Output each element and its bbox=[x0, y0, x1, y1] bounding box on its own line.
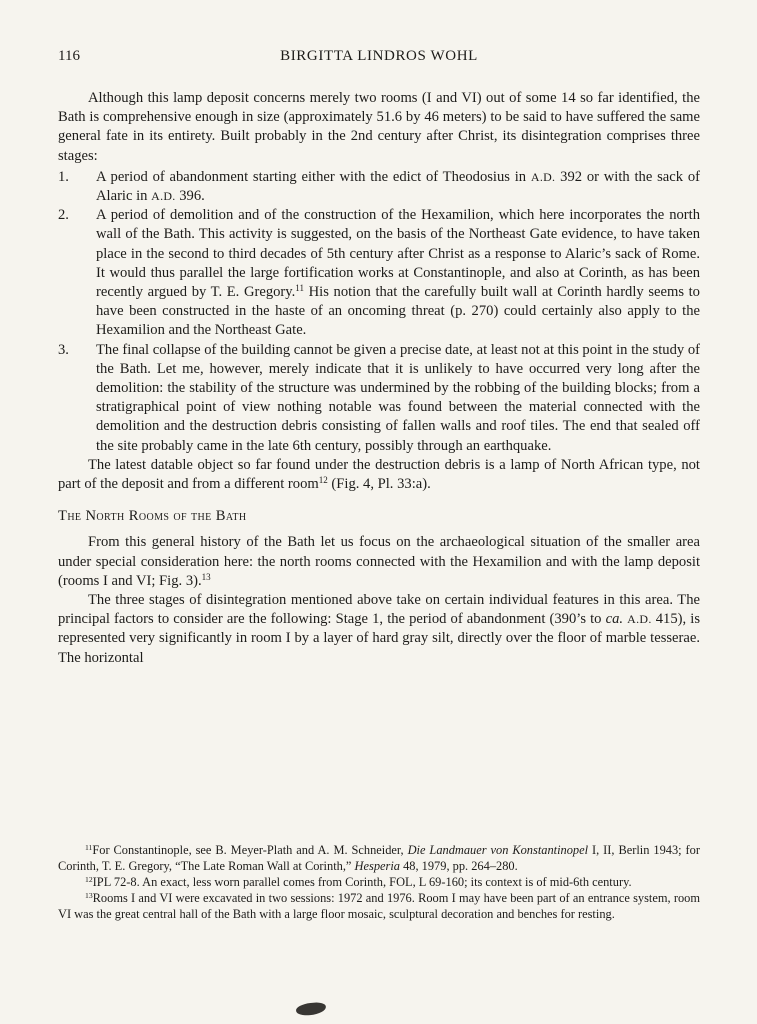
intro-paragraph: Although this lamp deposit concerns merely two rooms (I and VI) out of some 14 so far identified, the Bath is comprehensive enough in size (approximately 51.6 by 46 meters) to be said to have suffered the same general fate in its entirety. Built probably in the 2nd century after Christ, its disintegration comprises three stages: bbox=[58, 90, 700, 164]
footnote-11: $^{11}$For Constantinople, see B. Meyer-Plath and A. M. Schneider, Die Landmauer von Konstantinopel I, II, Berlin 1943; for Corinth, T. E. Gregory, “The Late Roman Wall at Corinth,” Hesperia 48, 1979, pp. 264–280. bbox=[58, 842, 700, 874]
section-heading: The North Rooms of the Bath bbox=[58, 508, 247, 525]
list-item-number: 3. bbox=[58, 341, 69, 358]
article-body bbox=[58, 89, 700, 668]
list-item-text: A period of demolition and of the construction of the Hexamilion, which here incorporates the north wall of the Bath. This activity is suggested, on the basis of the Northeast Gate evidence, to have taken place in the second to third decades of 5th century after Christ as a response to Alaric’s sack of Rome. It would thus parallel the large fortification works at Constantinople, and also at Corinth, as has been recently argued by T. E. Gregory.$^{11}$ His notion that the carefully built wall at Corinth hardly seems to have been constructed in the haste of an oncoming threat (p. 270) could certainly also apply to the Hexamilion and the Northeast Gate. bbox=[96, 207, 700, 339]
paragraph-focus: From this general history of the Bath let us focus on the archaeological situation of the smaller area under special consideration here: the north rooms connected with the Hexamilion and with the lamp deposit (rooms I and VI; Fig. 3).$^{13}$ bbox=[58, 534, 700, 589]
list-item bbox=[58, 341, 700, 456]
list-item bbox=[58, 206, 700, 340]
list-item-number: 1. bbox=[58, 168, 69, 185]
paragraph-stages-detail: The three stages of disintegration mentioned above take on certain individual features in this area. The principal factors to consider are the following: Stage 1, the period of abandonment (390’s to ca. A.D. 415), is represented very significantly in room I by a layer of hard gray silt, directly over the floor of marble tesserae. The horizontal bbox=[58, 592, 700, 666]
list-item-text: The final collapse of the building cannot be given a precise date, at least not at this point in the study of the Bath. Let me, however, merely indicate that it is unlikely to have occurred very long after the demolition: the stability of the structure was undermined by the robbing of the building blocks; from a stratigraphical point of view nothing notable was found between the material connected with the demolition and the destruction debris consisting of fallen walls and roof tiles. The end that sealed off the site probably came in the late 6th century, possibly through an earthquake. bbox=[96, 341, 700, 454]
footnotes bbox=[58, 842, 700, 922]
list-item bbox=[58, 168, 700, 206]
page-header bbox=[58, 48, 700, 65]
page-number: 116 bbox=[58, 48, 80, 64]
footnote-12: $^{12}$IPL 72-8. An exact, less worn parallel comes from Corinth, FOL, L 69-160; its context is of mid-6th century. bbox=[85, 874, 632, 890]
list-item-text: A period of abandonment starting either with the edict of Theodosius in A.D. 392 or with the sack of Alaric in A.D. 396. bbox=[96, 168, 700, 205]
footnote-13: $^{13}$Rooms I and VI were excavated in two sessions: 1972 and 1976. Room I may have been part of an entrance system, room VI was the great central hall of the Bath with a large floor mosaic, sculptural decoration and benches for resting. bbox=[58, 891, 700, 922]
scan-artifact bbox=[295, 1001, 326, 1016]
running-head: BIRGITTA LINDROS WOHL bbox=[280, 48, 478, 64]
stages-list bbox=[58, 168, 700, 456]
paragraph-latest-datable: The latest datable object so far found under the destruction debris is a lamp of North African type, not part of the deposit and from a different room$^{12}$ (Fig. 4, Pl. 33:a). bbox=[58, 456, 700, 493]
list-item-number: 2. bbox=[58, 207, 69, 224]
